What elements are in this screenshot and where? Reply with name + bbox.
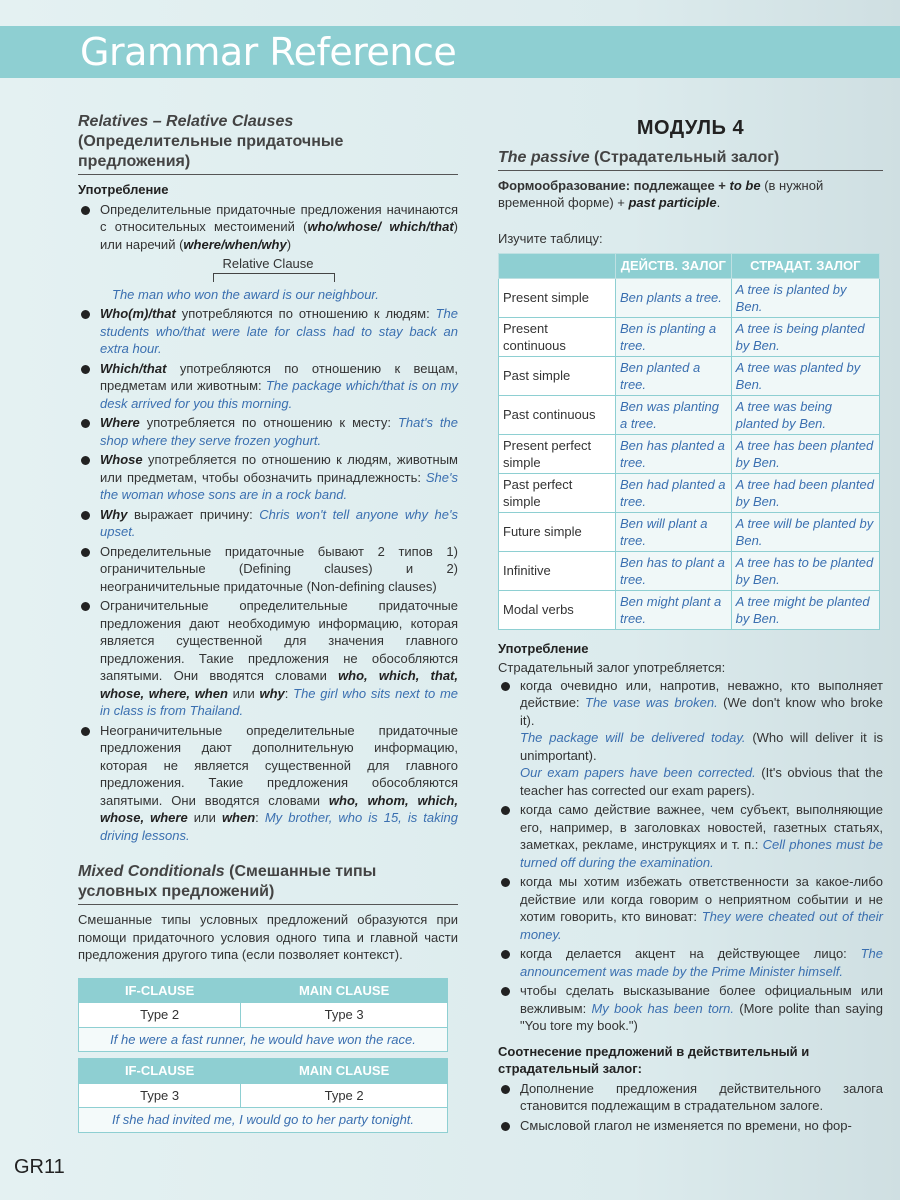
active-cell: Ben will plant a tree.	[616, 512, 732, 551]
bullet-text: или	[187, 810, 222, 825]
keyword: Which/that	[100, 360, 167, 376]
row-label: Infinitive	[499, 551, 616, 590]
bullet-whose	[78, 451, 458, 504]
table-header: MAIN CLAUSE	[241, 1059, 448, 1084]
keyword: to be	[729, 177, 761, 193]
relative-clause-example: The man who won the award is our neighbour.	[112, 286, 379, 302]
bullet-text: ) или наречий (	[100, 219, 459, 252]
example: The students who/that were late for class had to stay back an extra hour.	[100, 306, 458, 356]
keyword: past participle	[628, 195, 717, 210]
passive-cell: A tree will be planted by Ben.	[731, 512, 879, 551]
bullet-text: Дополнение предложения действительного залога становится подлежащим в страдательном залоге.	[520, 1080, 883, 1113]
page-title: Grammar Reference	[80, 30, 457, 74]
table-row	[499, 395, 880, 434]
keyword: Why	[100, 506, 128, 522]
example: The vase was broken.	[585, 695, 718, 710]
bullet-text: Определительные придаточные предложения начинаются с относительных местоимений (	[100, 201, 458, 234]
bullet-text: выражает причину:	[127, 506, 260, 522]
row-label: Present continuous	[499, 317, 616, 356]
passive-usage-heading: Употребление	[498, 640, 589, 656]
passive-cell: A tree is planted by Ben.	[731, 278, 879, 317]
mixed-title-ru: (Смешанные типы условных предложений)	[78, 863, 377, 900]
keyword: when	[221, 810, 256, 825]
relatives-title	[78, 112, 458, 172]
passive-usage-intro: Страдательный залог употребляется:	[498, 660, 726, 675]
keyword: Where	[100, 415, 140, 430]
section-rule	[498, 170, 883, 171]
row-label: Past perfect simple	[499, 473, 616, 512]
bullet-text: :	[284, 685, 294, 701]
bullet-agent-emphasis	[498, 945, 883, 980]
bullet-object-subject	[498, 1080, 883, 1115]
usage-heading: Употребление	[78, 182, 169, 197]
relatives-bullets	[78, 201, 458, 254]
relative-clause-label: Relative Clause	[222, 256, 314, 271]
table-cell: Type 3	[241, 1003, 448, 1028]
row-label: Past simple	[499, 356, 616, 395]
table-row	[499, 551, 880, 590]
example: The package will be delivered today.	[520, 730, 746, 745]
bullet-text: употребляются по отношению к вещам, предметам или животным:	[100, 360, 458, 393]
bullet-text: Определительные придаточные бывают 2 типов 1) ограничительные (Defining clauses) и 2) неограничительные придаточные (Non-defining clauses)	[100, 543, 458, 594]
example: She's the woman whose sons are in a rock band.	[100, 469, 458, 502]
relative-clause-bracket	[213, 273, 335, 282]
module-heading: МОДУЛЬ 4	[636, 117, 745, 139]
active-cell: Ben might plant a tree.	[616, 590, 732, 629]
example: Our exam papers have been corrected.	[520, 765, 756, 780]
relatives-title-en: Relatives – Relative Clauses	[78, 113, 294, 130]
passive-table-body	[499, 278, 880, 629]
table-row	[499, 356, 880, 395]
bullet-why	[78, 506, 458, 541]
passive-cell: A tree has to be planted by Ben.	[731, 551, 879, 590]
table-header: MAIN CLAUSE	[241, 978, 448, 1003]
bullet-text: или	[227, 685, 260, 701]
example: They were cheated out of their money.	[520, 909, 883, 942]
bullet-text: :	[255, 810, 265, 825]
bullet-text: когда мы хотим избежать ответственности за какое-либо действие или когда говорим о неприятном событии и не хотим говорить, кто виноват:	[520, 874, 883, 924]
keyword: who, which, that, whose, where, when	[100, 668, 458, 701]
passive-cell: A tree had been planted by Ben.	[731, 473, 879, 512]
bullet-text: когда очевидно или, напротив, неважно, кто выполняет действие:	[520, 677, 883, 710]
passive-usage-bullets	[498, 677, 883, 1035]
study-table-label: Изучите таблицу:	[498, 230, 603, 246]
row-label: Modal verbs	[499, 590, 616, 629]
passive-title-ru: (Страдательный залог)	[589, 148, 780, 166]
table-row	[499, 512, 880, 551]
passive-table	[498, 253, 880, 630]
table-cell: Type 3	[79, 1083, 241, 1108]
bullet-text: когда само действие важнее, чем субъект, выполняющие его, например, в заголовках новостей, газетных статьях, заметках, рекламе, инструкциях и т. п.:	[520, 802, 883, 852]
active-cell: Ben plants a tree.	[616, 278, 732, 317]
note: (We don't know who broke it).	[520, 695, 884, 728]
passive-cell: A tree has been planted by Ben.	[731, 434, 879, 473]
mixed-text: Смешанные типы условных предложений образуются при помощи придаточного условия одного типа и главной части предложения другого типа (если позволяет контекст).	[78, 912, 458, 962]
keyword: why	[259, 685, 285, 701]
example: That's the shop where they serve frozen yoghurt.	[100, 415, 458, 448]
keyword: Whose	[100, 452, 143, 467]
table-row	[499, 278, 880, 317]
keyword: who, whom, which, whose, where	[100, 792, 458, 825]
mixed-title	[78, 862, 458, 902]
bullet-verb-tense	[498, 1117, 883, 1135]
table-row	[499, 473, 880, 512]
table-cell: Type 2	[241, 1083, 448, 1108]
example: The girl who sits next to me in class is from Thailand.	[100, 685, 459, 718]
correlation-bullets	[498, 1080, 883, 1135]
section-rule	[78, 904, 458, 905]
bullet-avoid-responsibility	[498, 873, 883, 943]
bullet-text: Смысловой глагол не изменяется по времени, но фор-	[520, 1117, 852, 1133]
keyword: who/whose/ which/that	[307, 219, 454, 234]
formation-mid: (в нужной временной форме) +	[498, 177, 824, 210]
correlation-heading: Соотнесение предложений в действительный и страдательный залог:	[498, 1043, 810, 1076]
bullet-text: чтобы сделать высказывание более официальным или вежливым:	[520, 983, 883, 1016]
conditional-table-2	[78, 1058, 448, 1133]
bullet-action-important	[498, 801, 883, 871]
relatives-bullets-2	[78, 305, 458, 844]
keyword: Who(m)/that	[100, 306, 176, 321]
example: Cell phones must be turned off during the examination.	[520, 837, 883, 870]
active-cell: Ben is planting a tree.	[616, 317, 732, 356]
example: Chris won't tell anyone why he's upset.	[100, 506, 458, 539]
page-code: GR11	[14, 1156, 65, 1178]
mixed-title-en: Mixed Conditionals	[78, 863, 225, 880]
right-column	[498, 117, 884, 1136]
table-row	[499, 434, 880, 473]
active-cell: Ben has planted a tree.	[616, 434, 732, 473]
bullet-types	[78, 543, 458, 596]
table-header: IF-CLAUSE	[79, 978, 241, 1003]
bullet-who	[78, 305, 458, 358]
table-header: IF-CLAUSE	[79, 1059, 241, 1084]
bullet-text: )	[286, 236, 292, 252]
example: My book has been torn.	[591, 1000, 734, 1016]
passive-title	[498, 148, 883, 168]
bullet-formal	[498, 982, 883, 1035]
table-header-active: ДЕЙСТВ. ЗАЛОГ	[616, 254, 732, 279]
left-column	[78, 112, 458, 1133]
bullet-where	[78, 414, 458, 449]
example: The announcement was made by the Prime Minister himself.	[520, 946, 883, 979]
note: (It's obvious that the teacher has corrected our exam papers).	[520, 765, 884, 798]
section-rule	[78, 174, 458, 175]
passive-cell: A tree was being planted by Ben.	[731, 395, 879, 434]
bullet-non-defining	[78, 722, 458, 845]
example: My brother, who is 15, is taking driving lessons.	[100, 810, 458, 843]
bullet-text: употребляются по отношению к людям:	[175, 306, 436, 321]
row-label: Present perfect simple	[499, 434, 616, 473]
example: The package which/that is on my desk arrived for you this morning.	[100, 378, 458, 411]
passive-cell: A tree is being planted by Ben.	[731, 317, 879, 356]
bullet-text: Ограничительные определительные придаточные предложения дают необходимую информацию, которая является существенной для значения главного предложения. Такие предложения не обособляются запятыми. Они вводятся словами	[100, 598, 458, 683]
formation-label: Формообразование: подлежащее +	[498, 177, 730, 193]
formation-end: .	[716, 195, 721, 210]
table-cell: Type 2	[79, 1003, 241, 1028]
keyword: where/when/why	[183, 236, 287, 252]
active-cell: Ben planted a tree.	[616, 356, 732, 395]
table-row	[499, 590, 880, 629]
row-label: Future simple	[499, 512, 616, 551]
active-cell: Ben had planted a tree.	[616, 473, 732, 512]
formation-text	[498, 177, 883, 212]
row-label: Present simple	[499, 278, 616, 317]
conditional-table-1	[78, 978, 448, 1053]
bullet-text: когда делается акцент на действующее лицо:	[520, 946, 861, 961]
bullet-text: Неограничительные определительные придаточные предложения дают дополнительную информацию, которая не является существенной для главного предложения. Такие предложения обособляются запятыми. Они вводятся словами	[100, 722, 458, 808]
bullet-text: употребляется по отношению к месту:	[139, 415, 398, 430]
active-cell: Ben was planting a tree.	[616, 395, 732, 434]
bullet-defining	[78, 597, 458, 720]
table-header-passive: СТРАДАТ. ЗАЛОГ	[731, 254, 879, 279]
table-row	[499, 317, 880, 356]
table-example: If he were a fast runner, he would have won the race.	[79, 1027, 448, 1052]
bullet-text: употребляется по отношению к людям, животным или предметам, чтобы обозначить принадлежность:	[100, 452, 458, 485]
bullet-which	[78, 360, 458, 413]
bullet-obvious	[498, 677, 883, 800]
table-header-blank	[499, 254, 616, 279]
passive-cell: A tree was planted by Ben.	[731, 356, 879, 395]
relatives-title-ru: (Определительные придаточные предложения)	[78, 133, 344, 170]
passive-cell: A tree might be planted by Ben.	[731, 590, 879, 629]
row-label: Past continuous	[499, 395, 616, 434]
table-example: If she had invited me, I would go to her party tonight.	[79, 1108, 448, 1133]
note: (Who will deliver it is unimportant).	[520, 730, 883, 763]
note: (More polite than saying "You tore my book.")	[520, 1000, 883, 1033]
passive-title-en: The passive	[498, 148, 590, 166]
active-cell: Ben has to plant a tree.	[616, 551, 732, 590]
bullet-relative-intro	[78, 201, 458, 254]
